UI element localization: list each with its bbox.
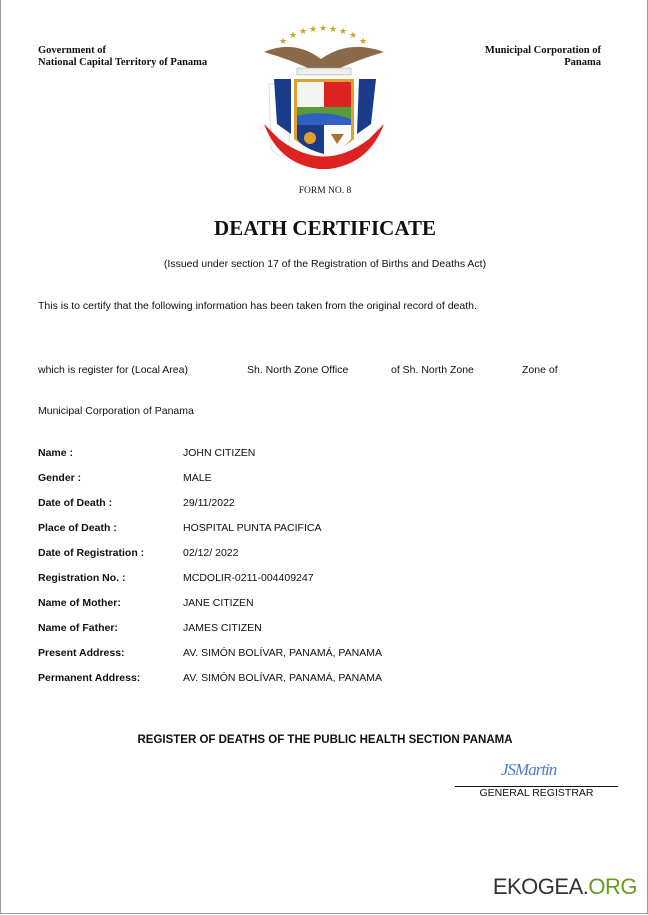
field-label-place-of-death: Place of Death : (38, 522, 117, 534)
watermark-part1: EKOGEA. (492, 874, 589, 899)
svg-text:★: ★ (329, 24, 338, 34)
field-label-date-of-registration: Date of Registration : (38, 547, 145, 559)
field-label-gender: Gender : (38, 472, 82, 484)
svg-text:★: ★ (279, 36, 288, 46)
field-label-present-address: Present Address: (38, 647, 125, 659)
field-value-present-address: AV. SIMÓN BOLÍVAR, PANAMÁ, PANAMA (183, 647, 382, 659)
field-label-registration-no: Registration No. : (38, 572, 126, 584)
svg-text:★: ★ (319, 24, 328, 33)
register-footer: REGISTER OF DEATHS OF THE PUBLIC HEALTH SECTION PANAMA (137, 734, 513, 746)
svg-text:★: ★ (309, 24, 318, 34)
field-label-name: Name : (38, 447, 74, 459)
register-office: Sh. North Zone Office (247, 364, 349, 376)
svg-text:★: ★ (299, 26, 308, 36)
header-left-line2: National Capital Territory of Panama (38, 57, 208, 68)
register-zone-of: Zone of (522, 364, 558, 376)
field-value-date-of-death: 29/11/2022 (183, 497, 235, 509)
header-right (485, 45, 601, 69)
svg-text:★: ★ (359, 36, 368, 46)
certify-text: This is to certify that the following information has been taken from the original record of death. (38, 300, 477, 312)
certificate-subtitle: (Issued under section 17 of the Registration of Births and Deaths Act) (163, 258, 487, 270)
form-number: FORM NO. 8 (298, 186, 352, 196)
field-value-date-of-registration: 02/12/ 2022 (183, 547, 239, 559)
field-value-gender: MALE (183, 472, 212, 484)
svg-text:★: ★ (339, 26, 348, 36)
field-value-name: JOHN CITIZEN (183, 447, 256, 459)
header-right-line2: Panama (564, 57, 601, 68)
field-label-mother: Name of Mother: (38, 597, 121, 609)
watermark-logo (493, 874, 637, 900)
field-label-date-of-death: Date of Death : (38, 497, 113, 509)
header-right-line1: Municipal Corporation of (484, 45, 601, 56)
svg-text:★: ★ (289, 30, 298, 40)
register-zone: of Sh. North Zone (391, 364, 474, 376)
field-value-place-of-death: HOSPITAL PUNTA PACIFICA (183, 522, 322, 534)
field-label-permanent-address: Permanent Address: (38, 672, 141, 684)
coat-of-arms-seal (259, 24, 389, 179)
svg-text:★: ★ (349, 30, 358, 40)
register-local-area-label: which is register for (Local Area) (38, 364, 188, 376)
watermark-part2: ORG (588, 874, 637, 899)
field-value-father: JAMES CITIZEN (183, 622, 262, 634)
field-value-mother: JANE CITIZEN (183, 597, 254, 609)
header-left (38, 45, 207, 69)
field-label-father: Name of Father: (38, 622, 118, 634)
field-value-permanent-address: AV. SIMÓN BOLÍVAR, PANAMÁ, PANAMA (183, 672, 382, 684)
certificate-title: DEATH CERTIFICATE (214, 216, 436, 240)
registrar-signature: JSMartin (501, 760, 557, 779)
header-left-line1: Government of (38, 45, 106, 56)
general-registrar-label: GENERAL REGISTRAR (479, 787, 594, 799)
field-value-registration-no: MCDOLIR-0211-004409247 (183, 572, 314, 584)
corporation-line: Municipal Corporation of Panama (38, 405, 194, 417)
